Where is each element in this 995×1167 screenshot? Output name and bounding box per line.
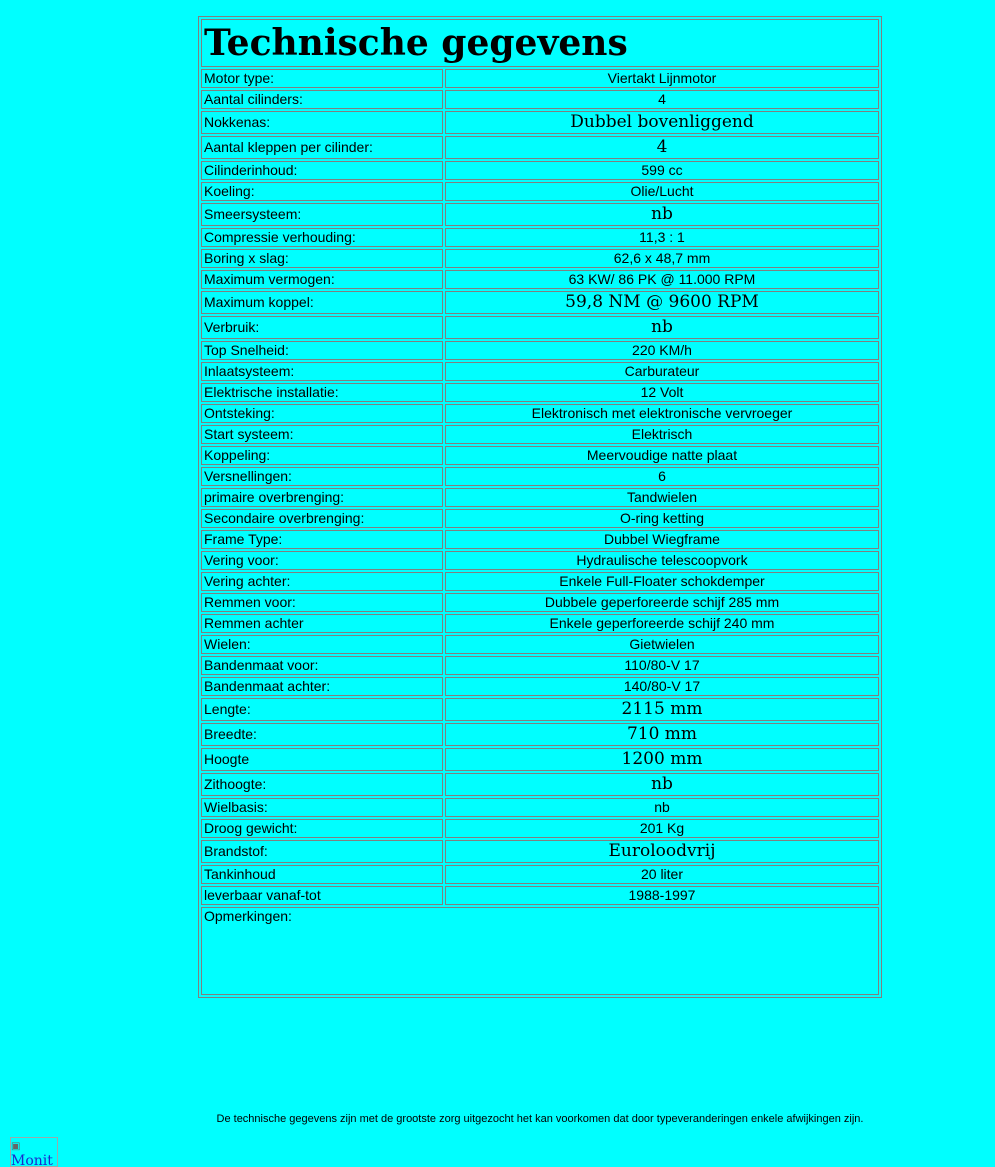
spec-label: leverbaar vanaf-tot (201, 886, 443, 905)
spec-value: 201 Kg (445, 819, 879, 838)
spec-row (201, 111, 879, 134)
spec-row (201, 656, 879, 675)
spec-label: primaire overbrenging: (201, 488, 443, 507)
spec-row (201, 677, 879, 696)
spec-label: Breedte: (201, 723, 443, 746)
title-row (201, 19, 879, 67)
page-title: Technische gegevens (201, 19, 879, 67)
spec-label: Versnellingen: (201, 467, 443, 486)
spec-row (201, 161, 879, 180)
spec-label: Ontsteking: (201, 404, 443, 423)
spec-table (198, 16, 882, 998)
spec-label: Droog gewicht: (201, 819, 443, 838)
spec-row (201, 840, 879, 863)
spec-label: Vering voor: (201, 551, 443, 570)
spec-label: Boring x slag: (201, 249, 443, 268)
spec-value: nb (445, 798, 879, 817)
notes-row (201, 907, 879, 995)
spec-label: Smeersysteem: (201, 203, 443, 226)
spec-row (201, 614, 879, 633)
spec-value: 110/80-V 17 (445, 656, 879, 675)
spec-value: 12 Volt (445, 383, 879, 402)
spec-value: Elektrisch (445, 425, 879, 444)
spec-label: Frame Type: (201, 530, 443, 549)
spec-value: Gietwielen (445, 635, 879, 654)
spec-row (201, 798, 879, 817)
spec-label: Hoogte (201, 748, 443, 771)
spec-value: Euroloodvrij (445, 840, 879, 863)
spec-row (201, 404, 879, 423)
spec-value: Elektronisch met elektronische vervroeger (445, 404, 879, 423)
spec-row (201, 467, 879, 486)
spec-value: Olie/Lucht (445, 182, 879, 201)
spec-label: Remmen voor: (201, 593, 443, 612)
spec-value: Hydraulische telescoopvork (445, 551, 879, 570)
spec-row (201, 362, 879, 381)
broken-image-link[interactable] (10, 1137, 58, 1167)
spec-label: Verbruik: (201, 316, 443, 339)
spec-row (201, 291, 879, 314)
spec-value: 59,8 NM @ 9600 RPM (445, 291, 879, 314)
spec-value: Enkele Full-Floater schokdemper (445, 572, 879, 591)
spec-value: Carburateur (445, 362, 879, 381)
spec-value: 11,3 : 1 (445, 228, 879, 247)
spec-row (201, 509, 879, 528)
spec-row (201, 488, 879, 507)
spec-value: 710 mm (445, 723, 879, 746)
spec-label: Motor type: (201, 69, 443, 88)
broken-image-icon: ▣ (11, 1141, 21, 1152)
spec-label: Aantal kleppen per cilinder: (201, 136, 443, 159)
spec-value: 20 liter (445, 865, 879, 884)
spec-label: Bandenmaat voor: (201, 656, 443, 675)
spec-value: 4 (445, 136, 879, 159)
spec-label: Wielbasis: (201, 798, 443, 817)
spec-label: Remmen achter (201, 614, 443, 633)
spec-row (201, 819, 879, 838)
spec-value: 1200 mm (445, 748, 879, 771)
spec-row (201, 425, 879, 444)
spec-row (201, 316, 879, 339)
spec-value: Dubbele geperforeerde schijf 285 mm (445, 593, 879, 612)
spec-label: Inlaatsysteem: (201, 362, 443, 381)
spec-label: Compressie verhouding: (201, 228, 443, 247)
spec-label: Top Snelheid: (201, 341, 443, 360)
spec-label: Vering achter: (201, 572, 443, 591)
spec-value: 599 cc (445, 161, 879, 180)
spec-value: nb (445, 316, 879, 339)
spec-label: Maximum vermogen: (201, 270, 443, 289)
spec-row (201, 446, 879, 465)
spec-label: Koppeling: (201, 446, 443, 465)
spec-value: 2115 mm (445, 698, 879, 721)
spec-label: Nokkenas: (201, 111, 443, 134)
spec-row (201, 228, 879, 247)
spec-value: 1988-1997 (445, 886, 879, 905)
spec-value: Meervoudige natte plaat (445, 446, 879, 465)
spec-label: Zithoogte: (201, 773, 443, 796)
spec-value: Dubbel bovenliggend (445, 111, 879, 134)
spec-value: Viertakt Lijnmotor (445, 69, 879, 88)
spec-value: nb (445, 773, 879, 796)
spec-value: 4 (445, 90, 879, 109)
spec-label: Aantal cilinders: (201, 90, 443, 109)
spec-value: Enkele geperforeerde schijf 240 mm (445, 614, 879, 633)
spec-row (201, 249, 879, 268)
disclaimer-note: De technische gegevens zijn met de grootste zorg uitgezocht het kan voorkomen dat door typeveranderingen enkele afwijkingen zijn. (216, 1113, 864, 1125)
spec-row (201, 593, 879, 612)
spec-row (201, 748, 879, 771)
image-alt-text: Monit (11, 1153, 53, 1167)
spec-value: 6 (445, 467, 879, 486)
spec-row (201, 383, 879, 402)
spec-row (201, 572, 879, 591)
spec-label: Start systeem: (201, 425, 443, 444)
spec-value: O-ring ketting (445, 509, 879, 528)
spec-label: Cilinderinhoud: (201, 161, 443, 180)
spec-value: 140/80-V 17 (445, 677, 879, 696)
spec-row (201, 530, 879, 549)
spec-row (201, 723, 879, 746)
spec-label: Bandenmaat achter: (201, 677, 443, 696)
notes-cell: Opmerkingen: (201, 907, 879, 995)
spec-row (201, 182, 879, 201)
spec-row (201, 865, 879, 884)
spec-label: Lengte: (201, 698, 443, 721)
spec-label: Wielen: (201, 635, 443, 654)
spec-value: Dubbel Wiegframe (445, 530, 879, 549)
spec-row (201, 886, 879, 905)
spec-row (201, 698, 879, 721)
spec-row (201, 773, 879, 796)
spec-label: Secondaire overbrenging: (201, 509, 443, 528)
spec-value: Tandwielen (445, 488, 879, 507)
spec-label: Maximum koppel: (201, 291, 443, 314)
spec-row (201, 551, 879, 570)
spec-row (201, 203, 879, 226)
spec-row (201, 136, 879, 159)
spec-label: Brandstof: (201, 840, 443, 863)
spec-row (201, 270, 879, 289)
spec-row (201, 635, 879, 654)
spec-value: 63 KW/ 86 PK @ 11.000 RPM (445, 270, 879, 289)
spec-label: Koeling: (201, 182, 443, 201)
spec-value: nb (445, 203, 879, 226)
spec-label: Elektrische installatie: (201, 383, 443, 402)
spec-row (201, 90, 879, 109)
spec-row (201, 69, 879, 88)
spec-value: 220 KM/h (445, 341, 879, 360)
spec-value: 62,6 x 48,7 mm (445, 249, 879, 268)
spec-row (201, 341, 879, 360)
spec-label: Tankinhoud (201, 865, 443, 884)
